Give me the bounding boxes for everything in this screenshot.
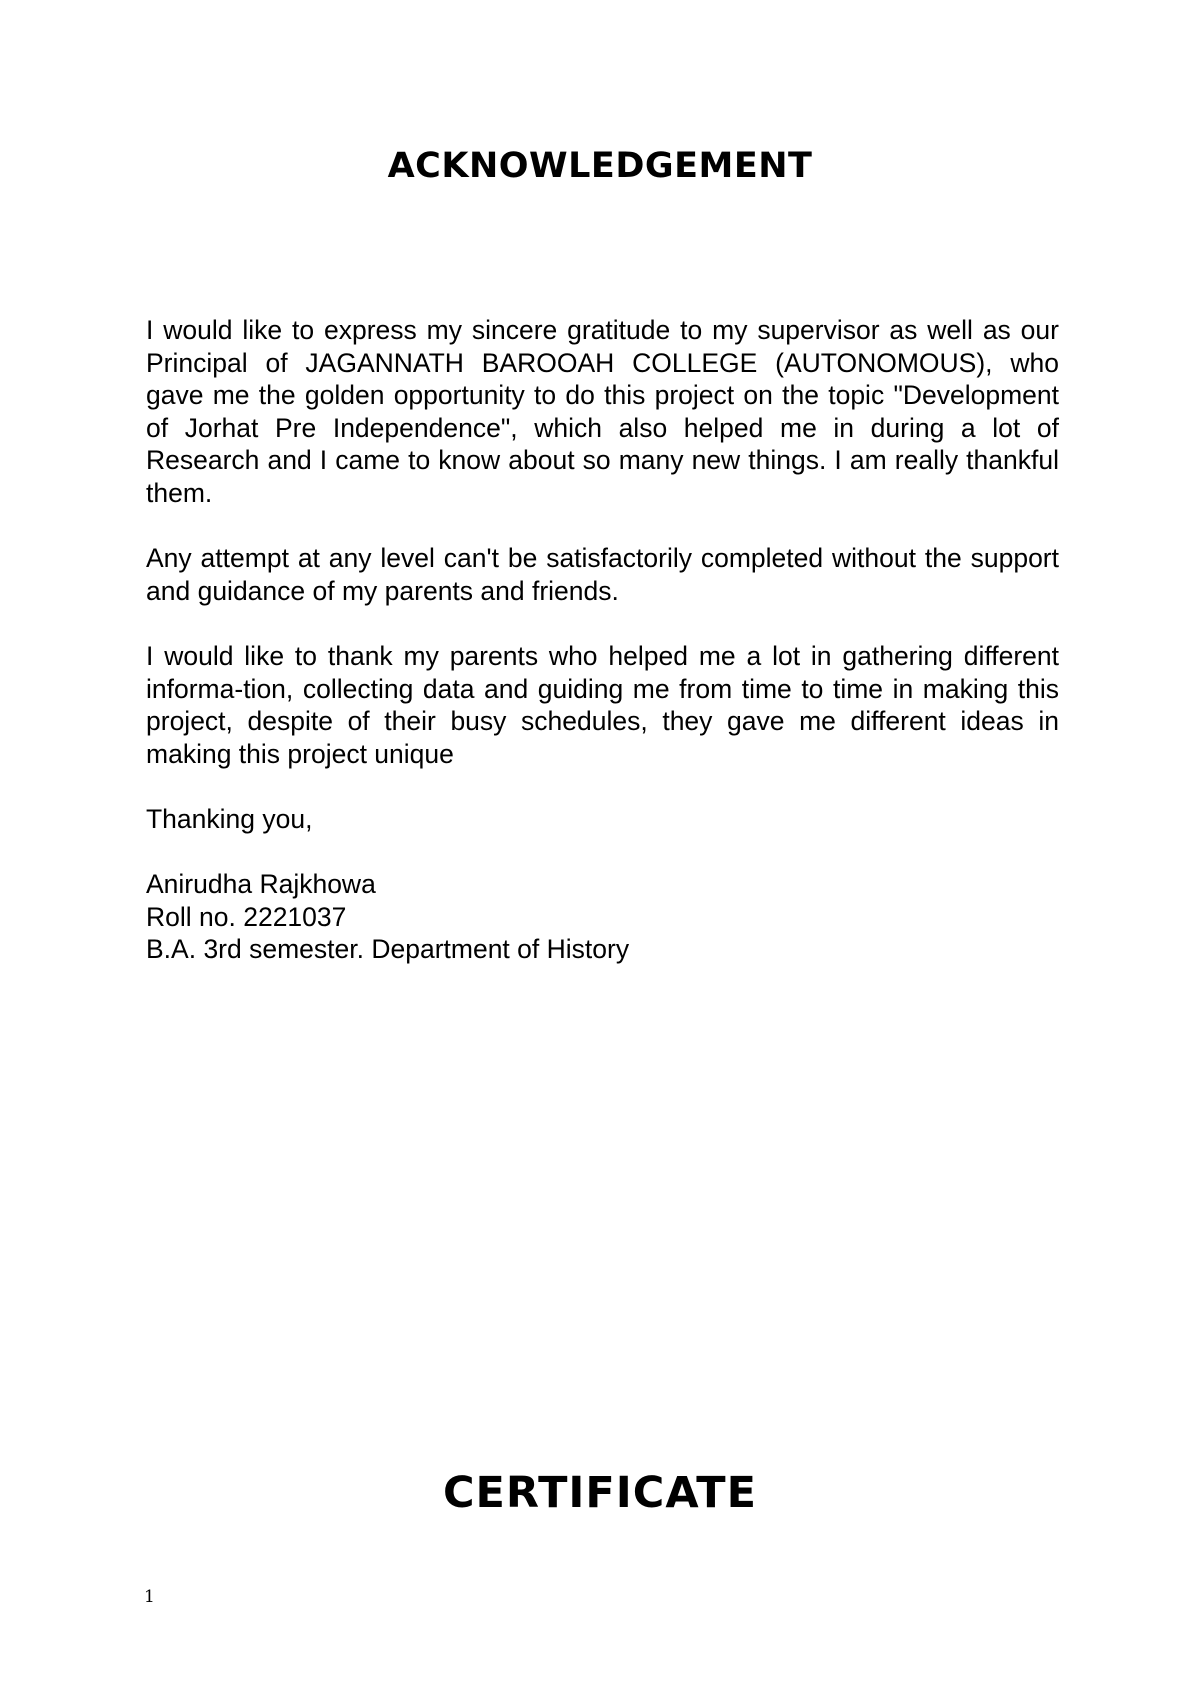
class-department: B.A. 3rd semester. Department of History: [146, 934, 630, 965]
acknowledgement-heading: ACKNOWLEDGEMENT: [387, 146, 813, 186]
closing-line: Thanking you,: [146, 803, 313, 834]
acknowledgement-paragraph-1: I would like to express my sincere gratitude to my supervisor as well as our Principal of JAGANNATH BAROOAH COLLEGE (AUTONOMOUS), who gave me the golden opportunity to do this project on the topic "Development of Jorhat Pre Independence", which also helped me in during a lot of Research and I came to know about so many new things. I am really thankful them.: [146, 315, 1059, 508]
author-name: Anirudha Rajkhowa: [146, 869, 376, 900]
acknowledgement-body: [146, 314, 1059, 966]
acknowledgement-paragraph-2: Any attempt at any level can't be satisfactorily completed without the support and guidance of my parents and friends.: [146, 543, 1059, 606]
certificate-heading: CERTIFICATE: [442, 1468, 757, 1518]
page-number: 1: [144, 1587, 155, 1607]
roll-number: Roll no. 2221037: [146, 901, 347, 932]
signature-block: [146, 868, 1059, 966]
acknowledgement-paragraph-3: I would like to thank my parents who helped me a lot in gathering different informa-tion, collecting data and guiding me from time to time in making this project, despite of their busy schedules, they gave me different ideas in making this project unique: [146, 640, 1059, 769]
